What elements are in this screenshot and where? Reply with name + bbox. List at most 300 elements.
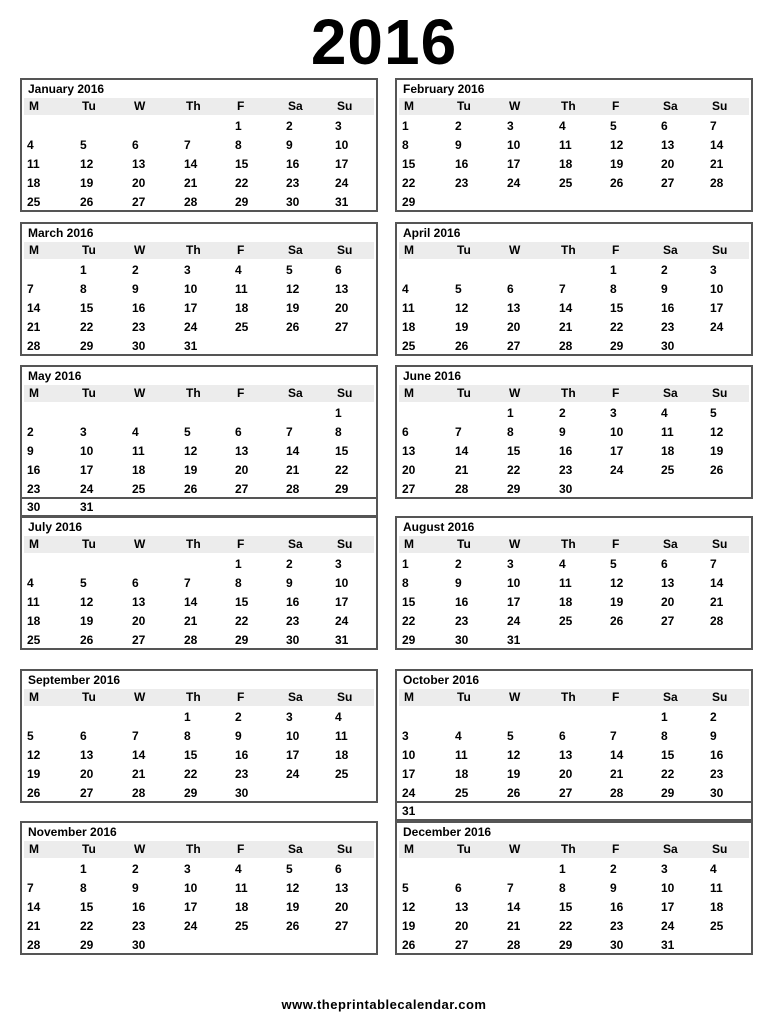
day-number: 7	[286, 425, 293, 439]
day-number: 28	[559, 339, 573, 353]
day-number: 22	[661, 767, 675, 781]
day-number: 7	[710, 557, 717, 571]
day-number: 25	[710, 919, 724, 933]
day-number: 1	[235, 557, 242, 571]
day-number: 11	[27, 157, 40, 171]
day-number: 20	[455, 919, 469, 933]
day-number: 14	[507, 900, 521, 914]
month-block	[395, 222, 753, 356]
month-title: May 2016	[28, 369, 82, 383]
day-number: 12	[80, 595, 94, 609]
day-number: 6	[132, 138, 139, 152]
day-number: 21	[286, 463, 300, 477]
day-number: 27	[335, 320, 349, 334]
day-number: 4	[27, 576, 34, 590]
day-number: 27	[132, 633, 146, 647]
day-number: 21	[184, 614, 198, 628]
day-number: 7	[27, 282, 34, 296]
weekday-label: Sa	[663, 243, 678, 257]
day-number: 23	[27, 482, 41, 496]
day-number: 27	[235, 482, 249, 496]
day-number: 26	[286, 320, 300, 334]
weekday-label: F	[612, 842, 620, 856]
day-number: 29	[610, 339, 624, 353]
weekday-label: Tu	[457, 243, 471, 257]
day-number: 30	[286, 633, 300, 647]
weekday-label: Sa	[288, 537, 303, 551]
day-number: 17	[335, 595, 349, 609]
day-number: 16	[559, 444, 573, 458]
day-number: 31	[335, 633, 349, 647]
weekday-label: Tu	[82, 243, 96, 257]
day-number: 19	[610, 157, 624, 171]
day-number: 29	[80, 339, 94, 353]
month-title: August 2016	[403, 520, 475, 534]
day-number: 12	[455, 301, 469, 315]
day-number: 9	[132, 881, 139, 895]
day-number: 4	[402, 282, 409, 296]
day-number: 20	[661, 157, 675, 171]
day-number: 18	[27, 614, 41, 628]
day-number: 28	[184, 195, 198, 209]
day-number: 2	[710, 710, 717, 724]
day-number: 15	[402, 595, 416, 609]
day-number: 15	[80, 900, 94, 914]
day-number: 26	[27, 786, 41, 800]
day-number: 19	[27, 767, 41, 781]
weekday-label: F	[237, 690, 245, 704]
day-number: 28	[27, 339, 41, 353]
day-number: 16	[455, 595, 469, 609]
day-number: 1	[507, 406, 514, 420]
day-number: 18	[559, 157, 573, 171]
day-number: 11	[335, 729, 348, 743]
weekday-label: F	[612, 99, 620, 113]
day-number: 23	[710, 767, 724, 781]
weekday-label: Th	[561, 690, 576, 704]
day-number: 12	[710, 425, 724, 439]
day-number: 2	[610, 862, 617, 876]
weekday-label: F	[237, 537, 245, 551]
day-number: 31	[661, 938, 675, 952]
day-number: 18	[710, 900, 724, 914]
day-number: 13	[455, 900, 469, 914]
day-number: 13	[661, 576, 675, 590]
month-block	[20, 365, 378, 499]
weekday-label: Th	[186, 537, 201, 551]
day-number: 20	[335, 301, 349, 315]
weekday-label: W	[509, 842, 521, 856]
weekday-label: W	[134, 842, 146, 856]
weekday-header	[399, 841, 749, 858]
day-number: 25	[335, 767, 349, 781]
day-number: 11	[27, 595, 40, 609]
day-number: 1	[184, 710, 191, 724]
weekday-header	[399, 242, 749, 259]
day-number: 17	[402, 767, 416, 781]
weekday-label: Sa	[663, 537, 678, 551]
month-title: January 2016	[28, 82, 105, 96]
day-number: 25	[455, 786, 469, 800]
day-number: 21	[610, 767, 624, 781]
day-number: 25	[235, 320, 249, 334]
day-number: 24	[507, 614, 521, 628]
day-number: 12	[507, 748, 521, 762]
day-number: 20	[335, 900, 349, 914]
day-number: 13	[335, 881, 349, 895]
day-number: 4	[335, 710, 342, 724]
day-number: 25	[27, 633, 41, 647]
day-number: 12	[402, 900, 416, 914]
day-number: 24	[184, 320, 198, 334]
day-number: 23	[610, 919, 624, 933]
weekday-label: W	[134, 99, 146, 113]
day-number: 6	[402, 425, 409, 439]
day-number: 16	[235, 748, 249, 762]
day-number: 22	[507, 463, 521, 477]
weekday-header	[24, 98, 374, 115]
weekday-header	[399, 689, 749, 706]
weekday-label: M	[29, 690, 39, 704]
day-number: 2	[235, 710, 242, 724]
day-number: 6	[335, 263, 342, 277]
weekday-label: M	[404, 690, 414, 704]
day-number: 10	[710, 282, 724, 296]
day-number: 30	[132, 938, 146, 952]
day-number: 10	[507, 138, 521, 152]
day-number: 29	[402, 633, 416, 647]
weekday-header	[399, 536, 749, 553]
weekday-label: Su	[712, 243, 728, 257]
weekday-label: Tu	[82, 842, 96, 856]
day-number: 28	[27, 938, 41, 952]
day-number: 15	[661, 748, 675, 762]
weekday-label: Th	[186, 243, 201, 257]
weekday-label: M	[29, 243, 39, 257]
day-number: 4	[559, 557, 566, 571]
day-number: 27	[455, 938, 469, 952]
weekday-label: W	[509, 386, 521, 400]
day-number: 14	[286, 444, 300, 458]
weekday-label: Su	[337, 99, 353, 113]
month-title: July 2016	[28, 520, 83, 534]
day-number: 5	[710, 406, 717, 420]
day-number: 6	[661, 557, 668, 571]
day-number: 15	[507, 444, 521, 458]
month-block	[20, 669, 378, 803]
day-number: 6	[235, 425, 242, 439]
day-number: 6	[132, 576, 139, 590]
weekday-label: F	[612, 537, 620, 551]
day-number: 9	[710, 729, 717, 743]
weekday-label: Su	[337, 386, 353, 400]
day-number: 6	[661, 119, 668, 133]
month-title: November 2016	[28, 825, 117, 839]
day-number: 10	[402, 748, 416, 762]
weekday-header	[24, 385, 374, 402]
weekday-label: Sa	[663, 842, 678, 856]
day-number: 29	[661, 786, 675, 800]
day-number: 16	[132, 900, 146, 914]
day-number: 2	[132, 862, 139, 876]
month-title: June 2016	[403, 369, 462, 383]
weekday-label: M	[29, 99, 39, 113]
weekday-label: Su	[712, 99, 728, 113]
month-block	[395, 821, 753, 955]
day-number: 24	[335, 614, 349, 628]
day-number: 7	[184, 576, 191, 590]
weekday-label: M	[29, 842, 39, 856]
day-number: 22	[559, 919, 573, 933]
day-number: 14	[184, 595, 198, 609]
day-number: 9	[559, 425, 566, 439]
weekday-label: Sa	[663, 690, 678, 704]
day-number: 25	[661, 463, 675, 477]
day-number: 13	[661, 138, 675, 152]
weekday-label: W	[509, 690, 521, 704]
day-number: 7	[559, 282, 566, 296]
weekday-label: Tu	[82, 690, 96, 704]
day-number: 8	[335, 425, 342, 439]
day-number: 13	[132, 595, 146, 609]
day-number: 28	[710, 176, 724, 190]
month-block	[20, 222, 378, 356]
day-number: 19	[710, 444, 724, 458]
day-number: 8	[610, 282, 617, 296]
day-number: 10	[507, 576, 521, 590]
weekday-label: W	[134, 690, 146, 704]
month-block	[395, 78, 753, 212]
day-number: 3	[507, 119, 514, 133]
day-number: 22	[235, 176, 249, 190]
day-number: 7	[507, 881, 514, 895]
day-number: 13	[80, 748, 94, 762]
day-number: 24	[507, 176, 521, 190]
weekday-label: Th	[561, 99, 576, 113]
day-number: 1	[235, 119, 242, 133]
day-number: 19	[402, 919, 416, 933]
day-number: 2	[455, 119, 462, 133]
day-number: 4	[661, 406, 668, 420]
day-number: 19	[80, 614, 94, 628]
month-block	[20, 516, 378, 650]
day-number: 15	[235, 595, 249, 609]
weekday-label: F	[237, 99, 245, 113]
day-number: 21	[507, 919, 521, 933]
day-number: 18	[559, 595, 573, 609]
day-number: 26	[184, 482, 198, 496]
day-number: 30	[710, 786, 724, 800]
day-number: 23	[132, 919, 146, 933]
day-number: 23	[661, 320, 675, 334]
day-number: 21	[559, 320, 573, 334]
day-number: 21	[710, 157, 724, 171]
day-number: 9	[286, 138, 293, 152]
day-number: 15	[184, 748, 198, 762]
day-number: 9	[455, 138, 462, 152]
weekday-label: M	[404, 243, 414, 257]
weekday-label: F	[237, 386, 245, 400]
day-number: 28	[710, 614, 724, 628]
day-number: 17	[335, 157, 349, 171]
day-number: 19	[80, 176, 94, 190]
weekday-label: M	[404, 386, 414, 400]
day-number: 31	[402, 804, 416, 818]
day-number: 30	[235, 786, 249, 800]
day-number: 3	[335, 557, 342, 571]
weekday-label: Tu	[82, 386, 96, 400]
day-number: 7	[184, 138, 191, 152]
weekday-label: Sa	[288, 690, 303, 704]
day-number: 27	[335, 919, 349, 933]
day-number: 25	[559, 614, 573, 628]
day-number: 17	[80, 463, 94, 477]
day-number: 8	[184, 729, 191, 743]
day-number: 8	[80, 282, 87, 296]
day-number: 25	[27, 195, 41, 209]
day-number: 2	[455, 557, 462, 571]
day-number: 20	[235, 463, 249, 477]
day-number: 13	[235, 444, 249, 458]
weekday-label: Th	[186, 842, 201, 856]
day-number: 26	[507, 786, 521, 800]
day-number: 25	[402, 339, 416, 353]
day-number: 8	[559, 881, 566, 895]
day-number: 12	[27, 748, 41, 762]
day-number: 2	[27, 425, 34, 439]
month-title: October 2016	[403, 673, 480, 687]
day-number: 22	[610, 320, 624, 334]
weekday-label: F	[237, 842, 245, 856]
day-number: 10	[335, 576, 349, 590]
weekday-label: M	[404, 99, 414, 113]
day-number: 24	[661, 919, 675, 933]
weekday-label: Th	[561, 386, 576, 400]
day-number: 29	[80, 938, 94, 952]
day-number: 17	[286, 748, 300, 762]
day-number: 2	[132, 263, 139, 277]
day-number: 29	[402, 195, 416, 209]
weekday-label: Su	[712, 690, 728, 704]
day-number: 21	[27, 919, 41, 933]
day-number: 26	[710, 463, 724, 477]
day-number: 23	[455, 176, 469, 190]
day-number: 10	[610, 425, 624, 439]
day-number: 17	[661, 900, 675, 914]
day-number: 19	[184, 463, 198, 477]
day-number: 4	[710, 862, 717, 876]
day-number: 3	[402, 729, 409, 743]
day-number: 14	[132, 748, 146, 762]
day-number: 11	[559, 576, 572, 590]
weekday-header	[24, 841, 374, 858]
day-number: 8	[661, 729, 668, 743]
day-number: 21	[710, 595, 724, 609]
day-number: 21	[184, 176, 198, 190]
day-number: 1	[559, 862, 566, 876]
month-title: March 2016	[28, 226, 94, 240]
day-number: 9	[235, 729, 242, 743]
weekday-label: Sa	[288, 243, 303, 257]
day-number: 22	[184, 767, 198, 781]
day-number: 13	[507, 301, 521, 315]
day-number: 25	[132, 482, 146, 496]
weekday-label: W	[509, 243, 521, 257]
day-number: 3	[286, 710, 293, 724]
day-number: 7	[132, 729, 139, 743]
day-number: 15	[402, 157, 416, 171]
day-number: 1	[610, 263, 617, 277]
day-number: 14	[710, 138, 724, 152]
day-number: 24	[610, 463, 624, 477]
day-number: 14	[27, 900, 41, 914]
weekday-label: W	[134, 386, 146, 400]
day-number: 24	[184, 919, 198, 933]
day-number: 5	[80, 576, 87, 590]
day-number: 5	[286, 862, 293, 876]
day-number: 29	[184, 786, 198, 800]
day-number: 30	[132, 339, 146, 353]
day-number: 27	[559, 786, 573, 800]
day-number: 18	[335, 748, 349, 762]
day-number: 9	[27, 444, 34, 458]
month-block	[395, 516, 753, 650]
day-number: 17	[610, 444, 624, 458]
day-number: 26	[286, 919, 300, 933]
day-number: 20	[402, 463, 416, 477]
day-number: 9	[610, 881, 617, 895]
day-number: 10	[184, 282, 198, 296]
day-number: 1	[80, 263, 87, 277]
day-number: 22	[335, 463, 349, 477]
day-number: 13	[402, 444, 416, 458]
weekday-label: Tu	[457, 690, 471, 704]
day-number: 5	[402, 881, 409, 895]
day-number: 27	[661, 614, 675, 628]
day-number: 22	[80, 919, 94, 933]
weekday-label: Th	[561, 842, 576, 856]
day-number: 11	[559, 138, 572, 152]
day-number: 30	[610, 938, 624, 952]
day-number: 17	[710, 301, 724, 315]
weekday-label: Sa	[288, 386, 303, 400]
day-number: 3	[507, 557, 514, 571]
weekday-label: W	[509, 537, 521, 551]
day-number: 30	[455, 633, 469, 647]
day-number: 26	[455, 339, 469, 353]
day-number: 28	[132, 786, 146, 800]
day-number: 1	[402, 557, 409, 571]
weekday-label: W	[134, 537, 146, 551]
month-title: December 2016	[403, 825, 492, 839]
day-number: 12	[610, 576, 624, 590]
weekday-label: Tu	[82, 99, 96, 113]
day-number: 17	[184, 301, 198, 315]
weekday-label: Th	[186, 386, 201, 400]
day-number: 29	[335, 482, 349, 496]
day-number: 29	[235, 195, 249, 209]
day-number: 15	[235, 157, 249, 171]
day-number: 3	[610, 406, 617, 420]
day-number: 8	[507, 425, 514, 439]
weekday-label: Su	[337, 537, 353, 551]
day-number: 12	[286, 881, 300, 895]
day-number: 31	[80, 500, 94, 514]
day-number: 23	[286, 176, 300, 190]
day-number: 18	[235, 301, 249, 315]
day-number: 5	[610, 557, 617, 571]
weekday-label: Sa	[288, 99, 303, 113]
